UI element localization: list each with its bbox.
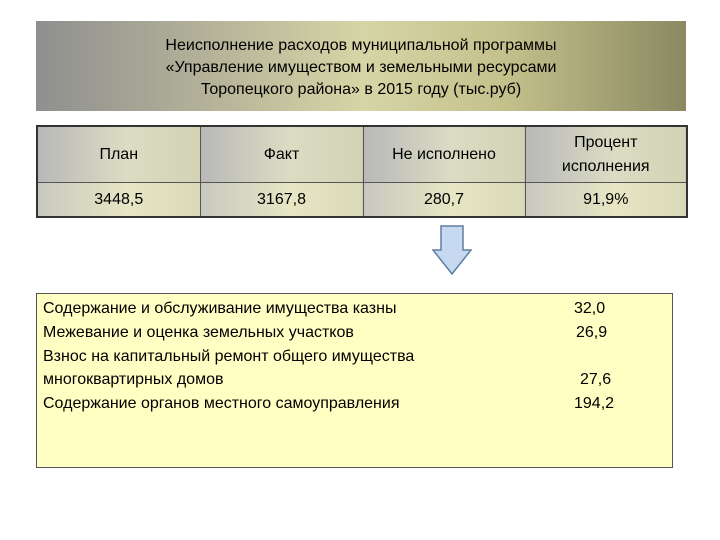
header-fact: Факт xyxy=(200,126,363,183)
header-not-executed: Не исполнено xyxy=(363,126,525,183)
summary-values-row xyxy=(37,183,687,218)
header-plan: План xyxy=(37,126,200,183)
value-not-executed: 280,7 xyxy=(363,183,525,218)
detail-item-value: 32,0 xyxy=(574,300,606,317)
detail-item-value: 26,9 xyxy=(576,324,608,341)
detail-item-label: Содержание органов местного самоуправления xyxy=(43,395,400,412)
summary-header-row xyxy=(37,126,687,183)
title-line-1: Неисполнение расходов муниципальной программы xyxy=(165,37,557,54)
value-fact: 3167,8 xyxy=(200,183,363,218)
detail-item-value: 27,6 xyxy=(580,371,612,388)
down-arrow-icon xyxy=(432,225,472,275)
title-line-2: «Управление имуществом и земельными ресурсами xyxy=(165,59,557,76)
detail-box xyxy=(36,293,673,468)
detail-item-label: Содержание и обслуживание имущества казны xyxy=(43,300,397,317)
detail-item-value: 194,2 xyxy=(574,395,615,412)
value-plan: 3448,5 xyxy=(37,183,200,218)
title-banner xyxy=(36,21,686,111)
header-percent-line-1: Процент xyxy=(574,133,638,151)
value-percent: 91,9% xyxy=(525,183,687,218)
header-percent xyxy=(525,126,687,183)
summary-table xyxy=(36,125,688,218)
detail-item-label: Межевание и оценка земельных участков xyxy=(43,324,354,341)
header-percent-line-2: исполнения xyxy=(561,157,650,175)
detail-item-label: Взнос на капитальный ремонт общего имущества xyxy=(43,348,415,365)
title-line-3: Торопецкого района» в 2015 году (тыс.руб) xyxy=(200,81,522,98)
detail-item-label-continued: многоквартирных домов xyxy=(43,371,224,388)
